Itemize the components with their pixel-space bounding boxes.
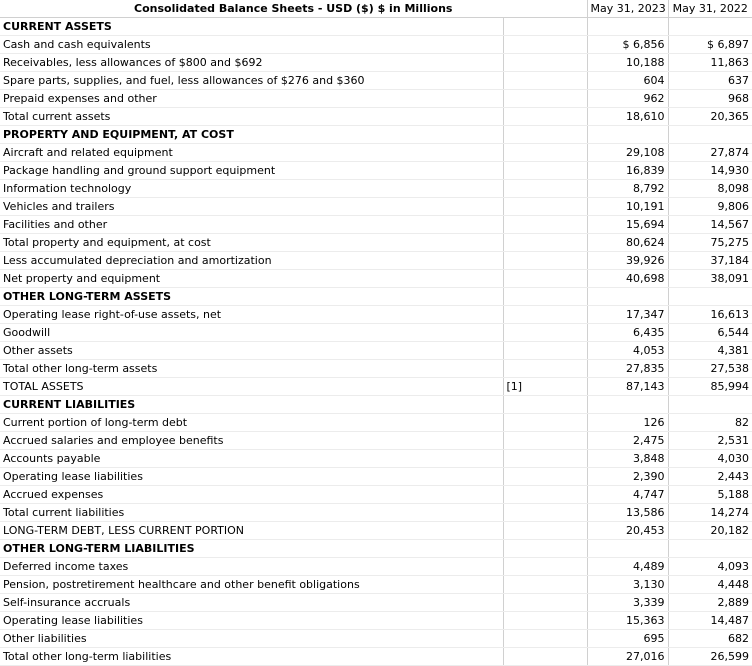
section-header-row	[0, 126, 752, 144]
value-2023: 4,489	[587, 558, 668, 576]
value-2023: 8,792	[587, 180, 668, 198]
value-2022: 637	[668, 72, 752, 90]
table-row	[0, 378, 752, 396]
table-row	[0, 144, 752, 162]
footnote-ref	[503, 504, 587, 522]
table-row	[0, 450, 752, 468]
row-label: Self-insurance accruals	[0, 594, 503, 612]
section-header-row	[0, 396, 752, 414]
footnote-ref: [1]	[503, 378, 587, 396]
table-row	[0, 630, 752, 648]
row-label: Net property and equipment	[0, 270, 503, 288]
row-label: Total other long-term assets	[0, 360, 503, 378]
table-row	[0, 342, 752, 360]
row-label: Prepaid expenses and other	[0, 90, 503, 108]
footnote-ref	[503, 558, 587, 576]
value-2023: 3,130	[587, 576, 668, 594]
value-2023: 16,839	[587, 162, 668, 180]
row-label: Package handling and ground support equipment	[0, 162, 503, 180]
footnote-ref	[503, 342, 587, 360]
section-title: OTHER LONG-TERM LIABILITIES	[0, 540, 503, 558]
value-2023: 27,016	[587, 648, 668, 666]
row-label: LONG-TERM DEBT, LESS CURRENT PORTION	[0, 522, 503, 540]
row-label: Goodwill	[0, 324, 503, 342]
section-title: CURRENT LIABILITIES	[0, 396, 503, 414]
row-label: Less accumulated depreciation and amortization	[0, 252, 503, 270]
value-2022: 14,567	[668, 216, 752, 234]
footnote-ref	[503, 522, 587, 540]
value-2022: 4,093	[668, 558, 752, 576]
row-label: Total current liabilities	[0, 504, 503, 522]
value-2022: 6,544	[668, 324, 752, 342]
value-2022: 38,091	[668, 270, 752, 288]
value-2023: 4,053	[587, 342, 668, 360]
row-label: Operating lease liabilities	[0, 468, 503, 486]
value-2023: 87,143	[587, 378, 668, 396]
footnote-ref	[503, 36, 587, 54]
value-2023	[587, 126, 668, 144]
value-2022: 14,274	[668, 504, 752, 522]
value-2022: 27,874	[668, 144, 752, 162]
row-label: Facilities and other	[0, 216, 503, 234]
table-row	[0, 306, 752, 324]
value-2023: 3,848	[587, 450, 668, 468]
section-title: CURRENT ASSETS	[0, 18, 503, 36]
column-header-2022: May 31, 2022	[668, 0, 752, 18]
table-row	[0, 162, 752, 180]
value-2023: 29,108	[587, 144, 668, 162]
row-label: Accrued salaries and employee benefits	[0, 432, 503, 450]
table-row	[0, 198, 752, 216]
value-2022: 682	[668, 630, 752, 648]
value-2022: 27,538	[668, 360, 752, 378]
footnote-ref	[503, 540, 587, 558]
value-2023: 3,339	[587, 594, 668, 612]
value-2023: 17,347	[587, 306, 668, 324]
footnote-ref	[503, 18, 587, 36]
footnote-ref	[503, 108, 587, 126]
value-2022: 2,889	[668, 594, 752, 612]
footnote-ref	[503, 468, 587, 486]
value-2023: 20,453	[587, 522, 668, 540]
value-2022: 16,613	[668, 306, 752, 324]
row-label: Total other long-term liabilities	[0, 648, 503, 666]
value-2023: 695	[587, 630, 668, 648]
table-row	[0, 180, 752, 198]
value-2023: $ 6,856	[587, 36, 668, 54]
footnote-ref	[503, 180, 587, 198]
value-2022: 26,599	[668, 648, 752, 666]
table-row	[0, 432, 752, 450]
value-2023: 39,926	[587, 252, 668, 270]
table-body	[0, 18, 752, 666]
footnote-ref	[503, 612, 587, 630]
value-2023: 2,390	[587, 468, 668, 486]
row-label: Total property and equipment, at cost	[0, 234, 503, 252]
value-2023: 604	[587, 72, 668, 90]
value-2023: 2,475	[587, 432, 668, 450]
row-label: Operating lease right-of-use assets, net	[0, 306, 503, 324]
value-2022	[668, 540, 752, 558]
value-2023: 15,363	[587, 612, 668, 630]
footnote-ref	[503, 126, 587, 144]
table-row	[0, 324, 752, 342]
value-2022: 20,182	[668, 522, 752, 540]
value-2023: 40,698	[587, 270, 668, 288]
footnote-ref	[503, 576, 587, 594]
value-2022: 14,930	[668, 162, 752, 180]
row-label: Receivables, less allowances of $800 and $692	[0, 54, 503, 72]
value-2022: $ 6,897	[668, 36, 752, 54]
value-2022: 968	[668, 90, 752, 108]
header-row	[0, 0, 752, 18]
table-row	[0, 594, 752, 612]
value-2023: 27,835	[587, 360, 668, 378]
table-row	[0, 486, 752, 504]
value-2023	[587, 540, 668, 558]
value-2022: 4,030	[668, 450, 752, 468]
row-label: Accrued expenses	[0, 486, 503, 504]
table-row	[0, 558, 752, 576]
value-2022	[668, 18, 752, 36]
row-label: Deferred income taxes	[0, 558, 503, 576]
row-label: TOTAL ASSETS	[0, 378, 503, 396]
table-row	[0, 468, 752, 486]
table-title: Consolidated Balance Sheets - USD ($) $ in Millions	[0, 0, 587, 18]
footnote-ref	[503, 414, 587, 432]
footnote-ref	[503, 234, 587, 252]
value-2023: 4,747	[587, 486, 668, 504]
footnote-ref	[503, 162, 587, 180]
row-label: Other liabilities	[0, 630, 503, 648]
value-2022: 2,531	[668, 432, 752, 450]
footnote-ref	[503, 72, 587, 90]
value-2022: 8,098	[668, 180, 752, 198]
value-2022: 20,365	[668, 108, 752, 126]
value-2023: 18,610	[587, 108, 668, 126]
section-header-row	[0, 540, 752, 558]
row-label: Other assets	[0, 342, 503, 360]
value-2022: 4,448	[668, 576, 752, 594]
footnote-ref	[503, 486, 587, 504]
footnote-ref	[503, 288, 587, 306]
table-row	[0, 414, 752, 432]
row-label: Operating lease liabilities	[0, 612, 503, 630]
value-2023: 962	[587, 90, 668, 108]
value-2023: 10,188	[587, 54, 668, 72]
value-2022	[668, 126, 752, 144]
footnote-ref	[503, 360, 587, 378]
footnote-ref	[503, 198, 587, 216]
footnote-ref	[503, 324, 587, 342]
row-label: Pension, postretirement healthcare and other benefit obligations	[0, 576, 503, 594]
footnote-ref	[503, 594, 587, 612]
value-2023	[587, 18, 668, 36]
footnote-ref	[503, 648, 587, 666]
row-label: Aircraft and related equipment	[0, 144, 503, 162]
table-row	[0, 90, 752, 108]
footnote-ref	[503, 306, 587, 324]
footnote-ref	[503, 432, 587, 450]
row-label: Vehicles and trailers	[0, 198, 503, 216]
value-2023: 15,694	[587, 216, 668, 234]
value-2022: 11,863	[668, 54, 752, 72]
value-2023: 13,586	[587, 504, 668, 522]
table-row	[0, 36, 752, 54]
value-2023	[587, 288, 668, 306]
row-label: Cash and cash equivalents	[0, 36, 503, 54]
row-label: Current portion of long-term debt	[0, 414, 503, 432]
value-2023: 126	[587, 414, 668, 432]
footnote-ref	[503, 216, 587, 234]
row-label: Accounts payable	[0, 450, 503, 468]
footnote-ref	[503, 396, 587, 414]
value-2022: 4,381	[668, 342, 752, 360]
table-row	[0, 360, 752, 378]
section-header-row	[0, 288, 752, 306]
value-2022: 85,994	[668, 378, 752, 396]
table-row	[0, 576, 752, 594]
row-label: Spare parts, supplies, and fuel, less allowances of $276 and $360	[0, 72, 503, 90]
value-2023: 80,624	[587, 234, 668, 252]
value-2022: 82	[668, 414, 752, 432]
row-label: Total current assets	[0, 108, 503, 126]
table-row	[0, 72, 752, 90]
value-2022: 5,188	[668, 486, 752, 504]
footnote-ref	[503, 90, 587, 108]
value-2022: 2,443	[668, 468, 752, 486]
footnote-ref	[503, 144, 587, 162]
section-title: OTHER LONG-TERM ASSETS	[0, 288, 503, 306]
value-2022: 14,487	[668, 612, 752, 630]
table-row	[0, 522, 752, 540]
table-row	[0, 648, 752, 666]
value-2022: 9,806	[668, 198, 752, 216]
value-2023	[587, 396, 668, 414]
value-2023: 6,435	[587, 324, 668, 342]
row-label: Information technology	[0, 180, 503, 198]
table-row	[0, 54, 752, 72]
table-row	[0, 612, 752, 630]
value-2022	[668, 288, 752, 306]
value-2022: 75,275	[668, 234, 752, 252]
value-2023: 10,191	[587, 198, 668, 216]
section-title: PROPERTY AND EQUIPMENT, AT COST	[0, 126, 503, 144]
value-2022	[668, 396, 752, 414]
footnote-ref	[503, 54, 587, 72]
table-row	[0, 216, 752, 234]
table-row	[0, 504, 752, 522]
table-row	[0, 252, 752, 270]
table-row	[0, 234, 752, 252]
footnote-ref	[503, 630, 587, 648]
table-row	[0, 108, 752, 126]
column-header-2023: May 31, 2023	[587, 0, 668, 18]
table-row	[0, 270, 752, 288]
section-header-row	[0, 18, 752, 36]
footnote-ref	[503, 270, 587, 288]
value-2022: 37,184	[668, 252, 752, 270]
footnote-ref	[503, 450, 587, 468]
footnote-ref	[503, 252, 587, 270]
